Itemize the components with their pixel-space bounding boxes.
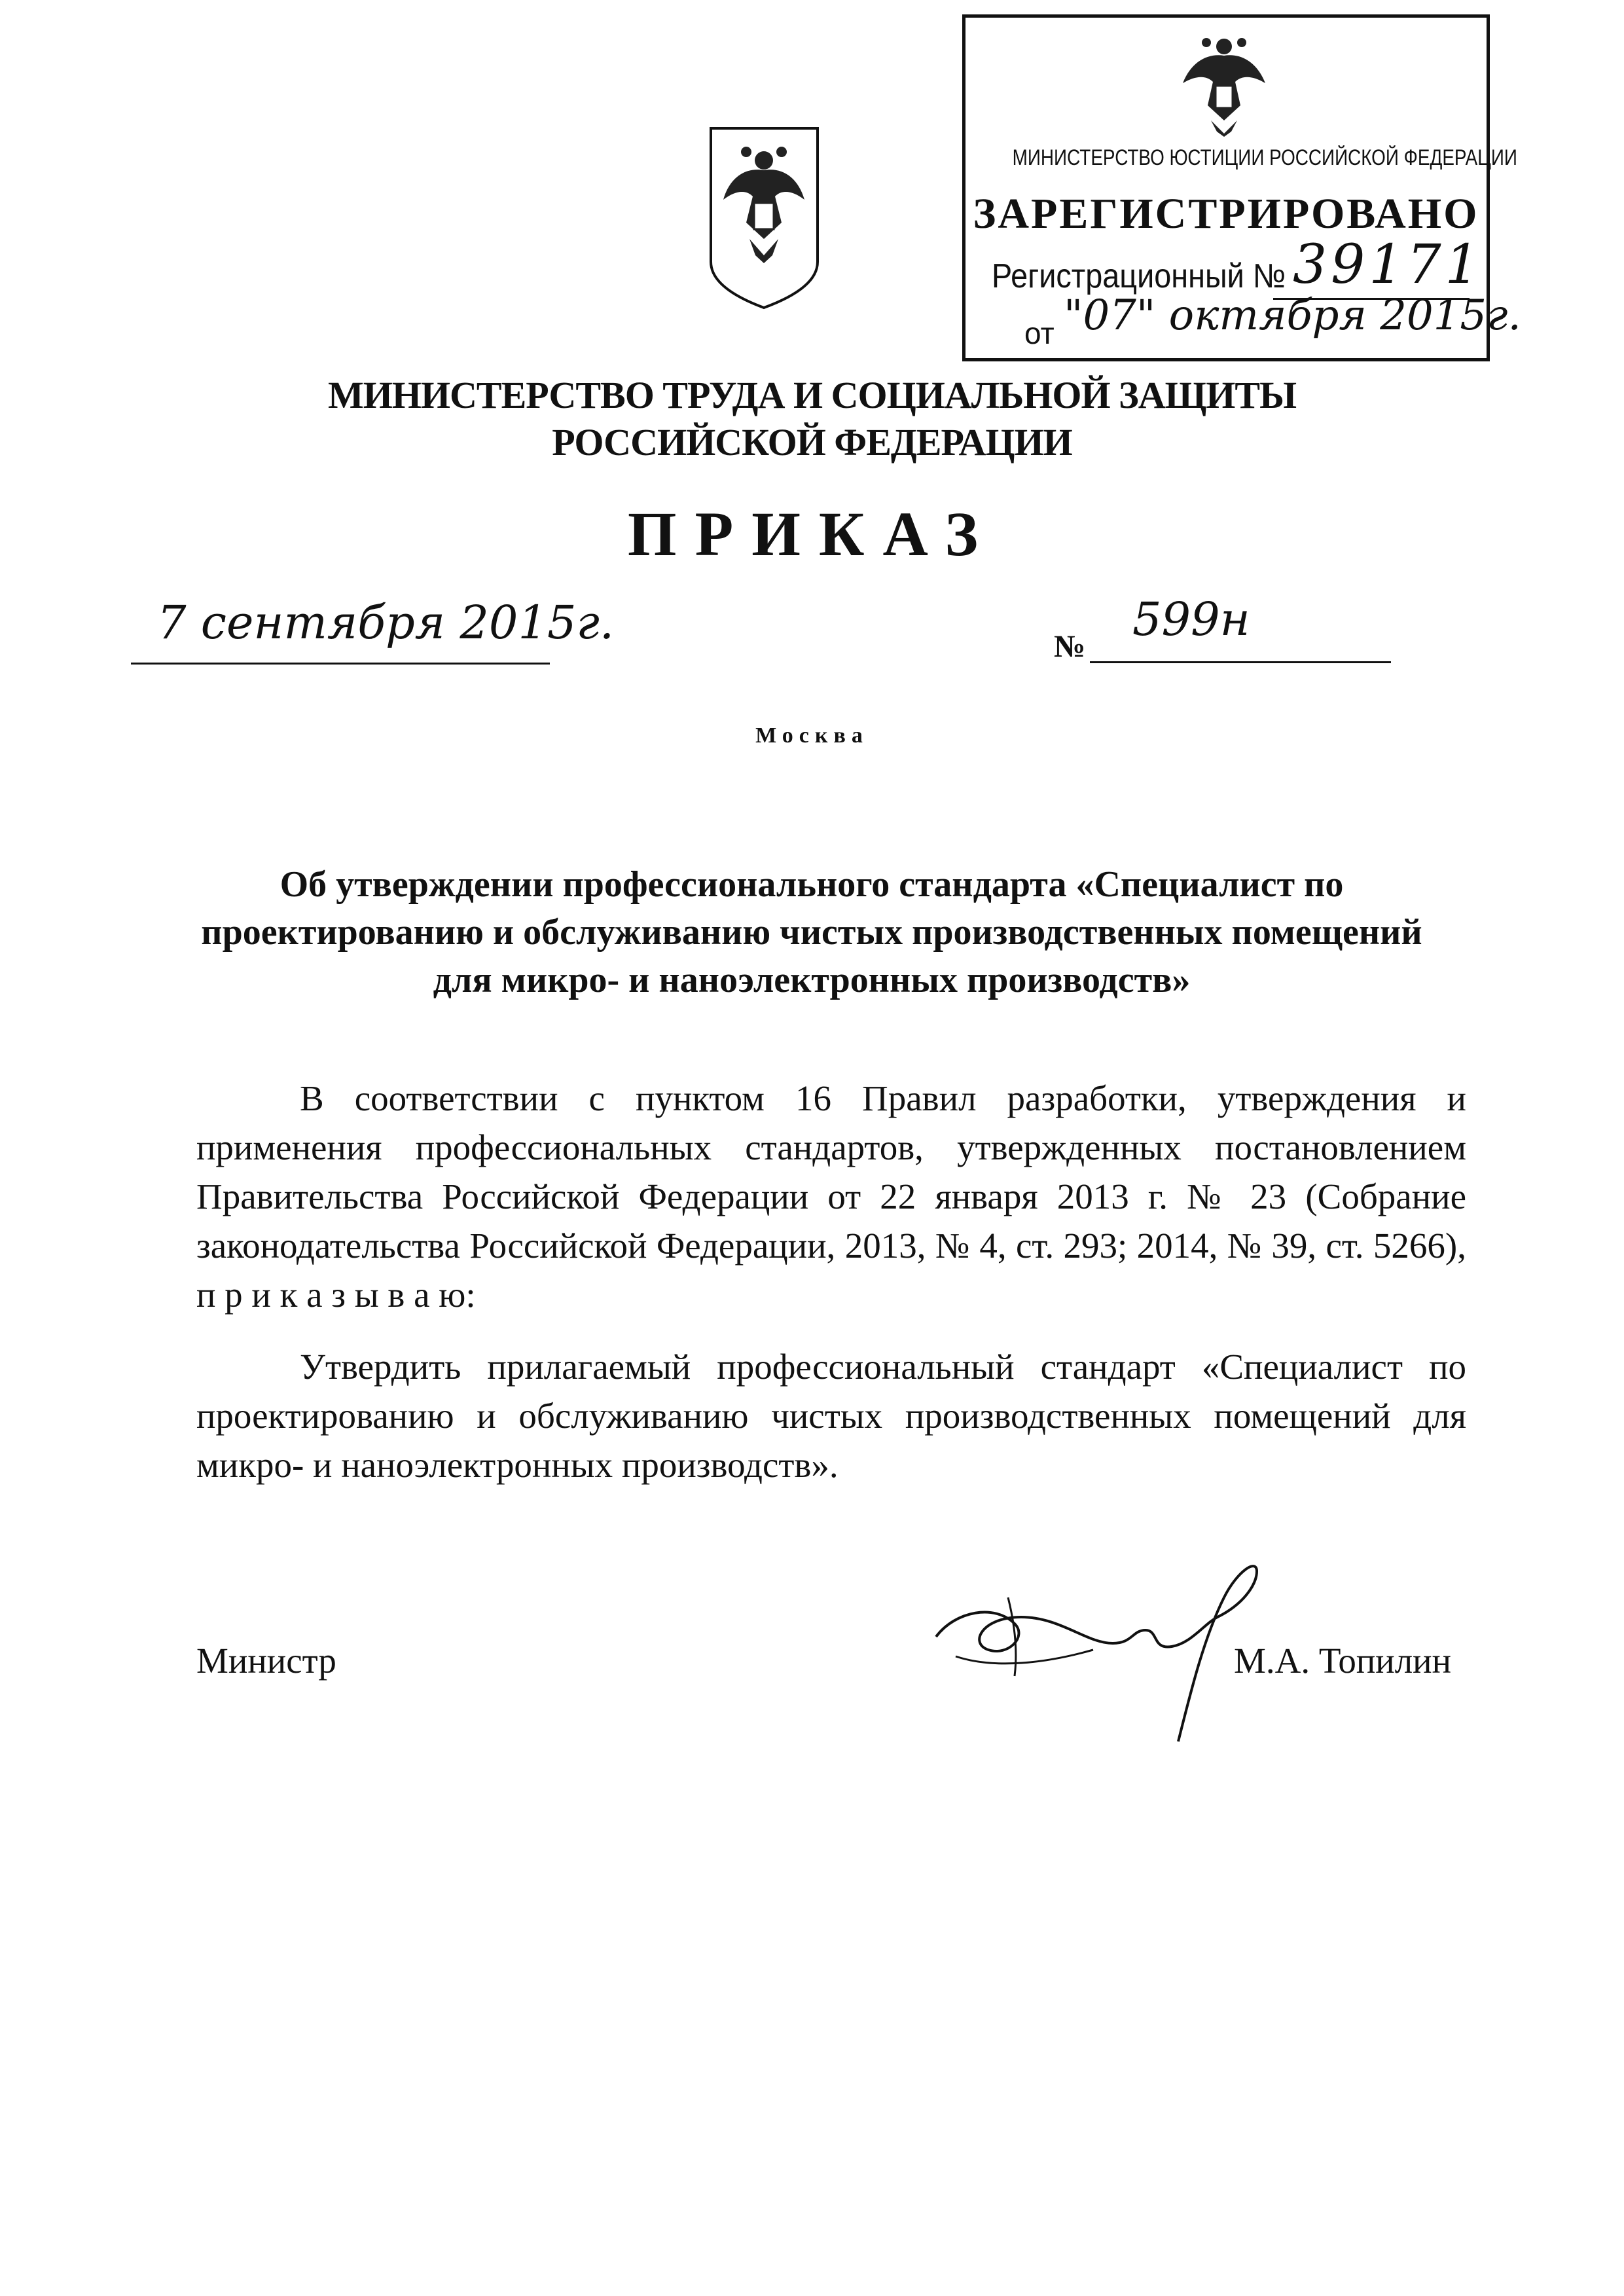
body-paragraph-1: В соответствии с пунктом 16 Правил разработки, утверждения и применения профессиональных стандартов, утвержденных постановлением Правительства Российской Федерации от 22 января 2013 г. № 23 (Собрание законодательства Российской Федерации, 2013, № 4, ст. 293; 2014, № 39, ст. 5266), п р и к а з ы в а ю: <box>196 1078 1466 1315</box>
registration-stamp <box>962 14 1521 361</box>
order-title: Об утверждении профессионального стандарта «Специалист по проектированию и обслуживанию чистых производственных помещений для микро- и наноэлектронных производств» <box>201 864 1422 1000</box>
coat-of-arms-emblem <box>707 124 821 311</box>
stamp-date-value: "07" октября 2015г. <box>1064 291 1521 340</box>
order-city: Москва <box>755 723 869 748</box>
signatory-name: М.А. Топилин <box>1234 1641 1452 1681</box>
document-type-heading: ПРИКАЗ <box>627 499 997 569</box>
ministry-name-line2: РОССИЙСКОЙ ФЕДЕРАЦИИ <box>552 421 1072 464</box>
stamp-reg-number-label: Регистрационный № <box>992 257 1286 295</box>
handwritten-signature <box>916 1545 1283 1761</box>
stamp-reg-number-value: 39171 <box>1293 234 1483 296</box>
signatory-position: Министр <box>196 1641 336 1681</box>
order-number: 599н <box>1132 592 1250 646</box>
order-number-underline <box>1090 661 1391 663</box>
stamp-emblem-icon <box>1175 32 1273 137</box>
stamp-ministry-name: МИНИСТЕРСТВО ЮСТИЦИИ РОССИЙСКОЙ ФЕДЕРАЦИИ <box>1012 145 1517 170</box>
body-paragraph-2: Утвердить прилагаемый профессиональный стандарт «Специалист по проектированию и обслуживанию чистых производственных помещений для микро- и наноэлектронных производств». <box>196 1347 1466 1485</box>
order-number-label: № <box>1054 629 1086 664</box>
order-date: 7 сентября 2015г. <box>157 596 615 649</box>
stamp-date-prefix: от <box>1024 316 1055 350</box>
stamp-registered-label: ЗАРЕГИСТРИРОВАНО <box>973 190 1479 238</box>
order-date-underline <box>131 663 550 665</box>
ministry-name-line1: МИНИСТЕРСТВО ТРУДА И СОЦИАЛЬНОЙ ЗАЩИТЫ <box>327 374 1297 416</box>
